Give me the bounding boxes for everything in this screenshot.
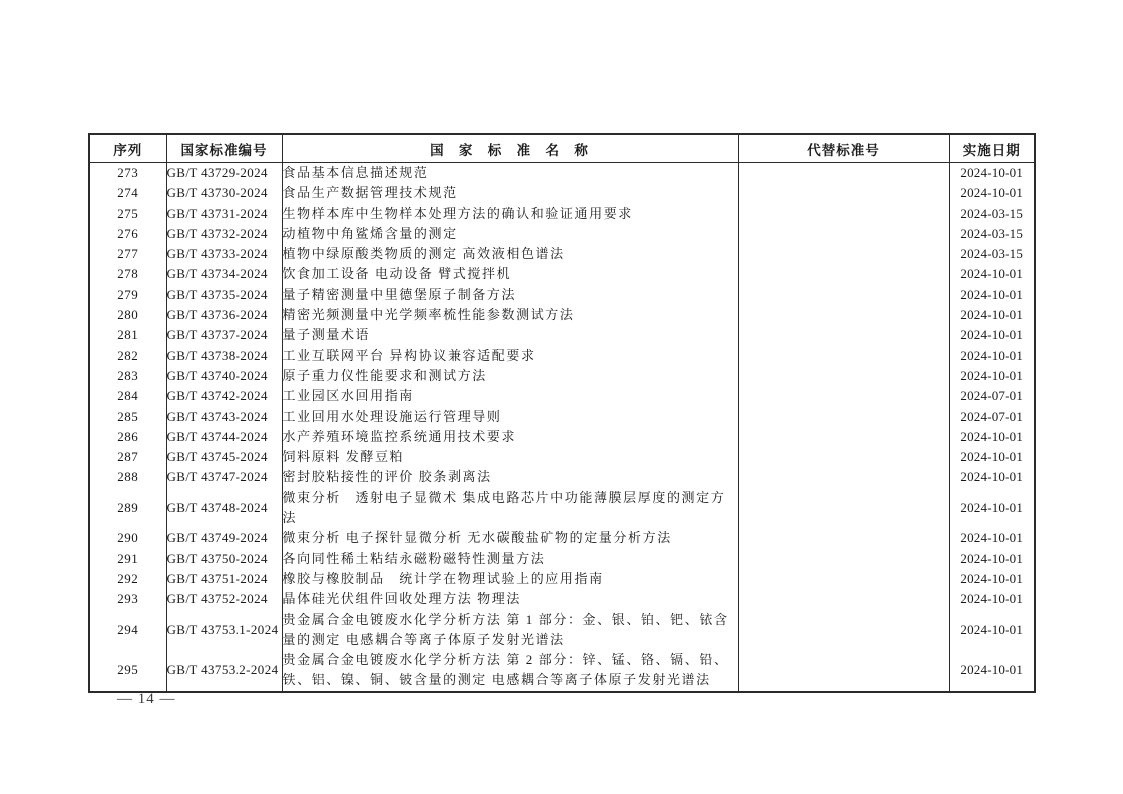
code-cell: GB/T 43735-2024: [166, 285, 282, 305]
name-cell: 工业互联网平台 异构协议兼容适配要求: [282, 346, 738, 366]
name-cell: 微束分析 透射电子显微术 集成电路芯片中功能薄膜层厚度的测定方法: [282, 488, 738, 529]
code-cell: GB/T 43753.1-2024: [166, 610, 282, 651]
name-cell: 微束分析 电子探针显微分析 无水碳酸盐矿物的定量分析方法: [282, 528, 738, 548]
name-cell: 量子精密测量中里德堡原子制备方法: [282, 285, 738, 305]
date-cell: 2024-10-01: [949, 264, 1035, 284]
table-row: [89, 285, 1035, 305]
table-header: [89, 134, 1035, 163]
seq-cell: 286: [89, 427, 166, 447]
seq-cell: 292: [89, 569, 166, 589]
replaced-cell: [738, 528, 949, 548]
table-row: [89, 528, 1035, 548]
seq-cell: 275: [89, 204, 166, 224]
replaced-cell: [738, 264, 949, 284]
replaced-cell: [738, 447, 949, 467]
name-cell: 食品生产数据管理技术规范: [282, 183, 738, 203]
name-cell: 晶体硅光伏组件回收处理方法 物理法: [282, 589, 738, 609]
table-row: [89, 488, 1035, 529]
name-cell: 精密光频测量中光学频率梳性能参数测试方法: [282, 305, 738, 325]
replaced-cell: [738, 325, 949, 345]
table-row: [89, 204, 1035, 224]
date-cell: 2024-10-01: [949, 325, 1035, 345]
replaced-cell: [738, 610, 949, 651]
date-cell: 2024-10-01: [949, 183, 1035, 203]
code-cell: GB/T 43752-2024: [166, 589, 282, 609]
table-row: [89, 589, 1035, 609]
code-cell: GB/T 43730-2024: [166, 183, 282, 203]
date-cell: 2024-03-15: [949, 244, 1035, 264]
code-cell: GB/T 43742-2024: [166, 386, 282, 406]
name-cell: 植物中绿原酸类物质的测定 高效液相色谱法: [282, 244, 738, 264]
replaced-cell: [738, 549, 949, 569]
seq-cell: 277: [89, 244, 166, 264]
name-cell: 橡胶与橡胶制品 统计学在物理试验上的应用指南: [282, 569, 738, 589]
header-row: [89, 134, 1035, 163]
seq-cell: 273: [89, 163, 166, 184]
table-row: [89, 264, 1035, 284]
table-row: [89, 407, 1035, 427]
name-cell: 饮食加工设备 电动设备 臂式搅拌机: [282, 264, 738, 284]
code-cell: GB/T 43750-2024: [166, 549, 282, 569]
code-cell: GB/T 43733-2024: [166, 244, 282, 264]
table-row: [89, 650, 1035, 692]
table-body: [89, 163, 1035, 692]
table-row: [89, 183, 1035, 203]
replaced-cell: [738, 488, 949, 529]
date-cell: 2024-03-15: [949, 224, 1035, 244]
name-cell: 贵金属合金电镀废水化学分析方法 第 2 部分：锌、锰、铬、镉、铅、铁、铝、镍、铜、铍含量的测定 电感耦合等离子体原子发射光谱法: [282, 650, 738, 692]
code-cell: GB/T 43748-2024: [166, 488, 282, 529]
seq-cell: 293: [89, 589, 166, 609]
replaced-cell: [738, 386, 949, 406]
seq-cell: 282: [89, 346, 166, 366]
code-cell: GB/T 43743-2024: [166, 407, 282, 427]
table-row: [89, 447, 1035, 467]
replaced-cell: [738, 407, 949, 427]
replaced-cell: [738, 427, 949, 447]
replaced-cell: [738, 244, 949, 264]
name-cell: 食品基本信息描述规范: [282, 163, 738, 184]
table-row: [89, 224, 1035, 244]
replaced-cell: [738, 204, 949, 224]
replaced-cell: [738, 183, 949, 203]
date-cell: 2024-10-01: [949, 569, 1035, 589]
date-cell: 2024-10-01: [949, 163, 1035, 184]
seq-cell: 281: [89, 325, 166, 345]
code-cell: GB/T 43737-2024: [166, 325, 282, 345]
code-cell: GB/T 43729-2024: [166, 163, 282, 184]
code-cell: GB/T 43731-2024: [166, 204, 282, 224]
date-cell: 2024-10-01: [949, 366, 1035, 386]
seq-cell: 276: [89, 224, 166, 244]
code-cell: GB/T 43751-2024: [166, 569, 282, 589]
table-row: [89, 386, 1035, 406]
date-cell: 2024-10-01: [949, 589, 1035, 609]
name-cell: 饲料原料 发酵豆粕: [282, 447, 738, 467]
seq-cell: 295: [89, 650, 166, 692]
code-cell: GB/T 43736-2024: [166, 305, 282, 325]
name-cell: 量子测量术语: [282, 325, 738, 345]
date-cell: 2024-07-01: [949, 386, 1035, 406]
seq-cell: 294: [89, 610, 166, 651]
date-cell: 2024-10-01: [949, 528, 1035, 548]
seq-cell: 285: [89, 407, 166, 427]
header-replaced: 代替标准号: [738, 134, 949, 163]
header-date: 实施日期: [949, 134, 1035, 163]
seq-cell: 291: [89, 549, 166, 569]
replaced-cell: [738, 589, 949, 609]
name-cell: 动植物中角鲨烯含量的测定: [282, 224, 738, 244]
seq-cell: 279: [89, 285, 166, 305]
code-cell: GB/T 43753.2-2024: [166, 650, 282, 692]
table-row: [89, 427, 1035, 447]
code-cell: GB/T 43734-2024: [166, 264, 282, 284]
name-cell: 工业园区水回用指南: [282, 386, 738, 406]
table-row: [89, 549, 1035, 569]
table-row: [89, 325, 1035, 345]
seq-cell: 284: [89, 386, 166, 406]
replaced-cell: [738, 650, 949, 692]
table-row: [89, 244, 1035, 264]
standards-table: [88, 133, 1036, 693]
code-cell: GB/T 43749-2024: [166, 528, 282, 548]
name-cell: 贵金属合金电镀废水化学分析方法 第 1 部分：金、银、铂、钯、铱含量的测定 电感耦合等离子体原子发射光谱法: [282, 610, 738, 651]
date-cell: 2024-10-01: [949, 305, 1035, 325]
name-cell: 密封胶粘接性的评价 胶条剥离法: [282, 467, 738, 487]
seq-cell: 290: [89, 528, 166, 548]
code-cell: GB/T 43732-2024: [166, 224, 282, 244]
page-number: — 14 —: [117, 691, 176, 707]
replaced-cell: [738, 346, 949, 366]
table-row: [89, 610, 1035, 651]
header-seq: 序列: [89, 134, 166, 163]
header-code: 国家标准编号: [166, 134, 282, 163]
replaced-cell: [738, 467, 949, 487]
date-cell: 2024-10-01: [949, 549, 1035, 569]
date-cell: 2024-10-01: [949, 346, 1035, 366]
code-cell: GB/T 43747-2024: [166, 467, 282, 487]
seq-cell: 289: [89, 488, 166, 529]
date-cell: 2024-10-01: [949, 610, 1035, 651]
code-cell: GB/T 43744-2024: [166, 427, 282, 447]
code-cell: GB/T 43738-2024: [166, 346, 282, 366]
name-cell: 原子重力仪性能要求和测试方法: [282, 366, 738, 386]
table-row: [89, 346, 1035, 366]
table-row: [89, 305, 1035, 325]
seq-cell: 288: [89, 467, 166, 487]
date-cell: 2024-10-01: [949, 427, 1035, 447]
seq-cell: 274: [89, 183, 166, 203]
date-cell: 2024-10-01: [949, 447, 1035, 467]
name-cell: 各向同性稀土粘结永磁粉磁特性测量方法: [282, 549, 738, 569]
name-cell: 生物样本库中生物样本处理方法的确认和验证通用要求: [282, 204, 738, 224]
name-cell: 水产养殖环境监控系统通用技术要求: [282, 427, 738, 447]
replaced-cell: [738, 285, 949, 305]
replaced-cell: [738, 569, 949, 589]
date-cell: 2024-07-01: [949, 407, 1035, 427]
seq-cell: 278: [89, 264, 166, 284]
code-cell: GB/T 43745-2024: [166, 447, 282, 467]
replaced-cell: [738, 224, 949, 244]
date-cell: 2024-10-01: [949, 650, 1035, 692]
header-name: 国 家 标 准 名 称: [282, 134, 738, 163]
date-cell: 2024-10-01: [949, 488, 1035, 529]
replaced-cell: [738, 366, 949, 386]
date-cell: 2024-10-01: [949, 285, 1035, 305]
code-cell: GB/T 43740-2024: [166, 366, 282, 386]
replaced-cell: [738, 305, 949, 325]
seq-cell: 287: [89, 447, 166, 467]
table-row: [89, 163, 1035, 184]
name-cell: 工业回用水处理设施运行管理导则: [282, 407, 738, 427]
table-row: [89, 366, 1035, 386]
seq-cell: 283: [89, 366, 166, 386]
replaced-cell: [738, 163, 949, 184]
date-cell: 2024-03-15: [949, 204, 1035, 224]
date-cell: 2024-10-01: [949, 467, 1035, 487]
table-row: [89, 569, 1035, 589]
seq-cell: 280: [89, 305, 166, 325]
table-row: [89, 467, 1035, 487]
